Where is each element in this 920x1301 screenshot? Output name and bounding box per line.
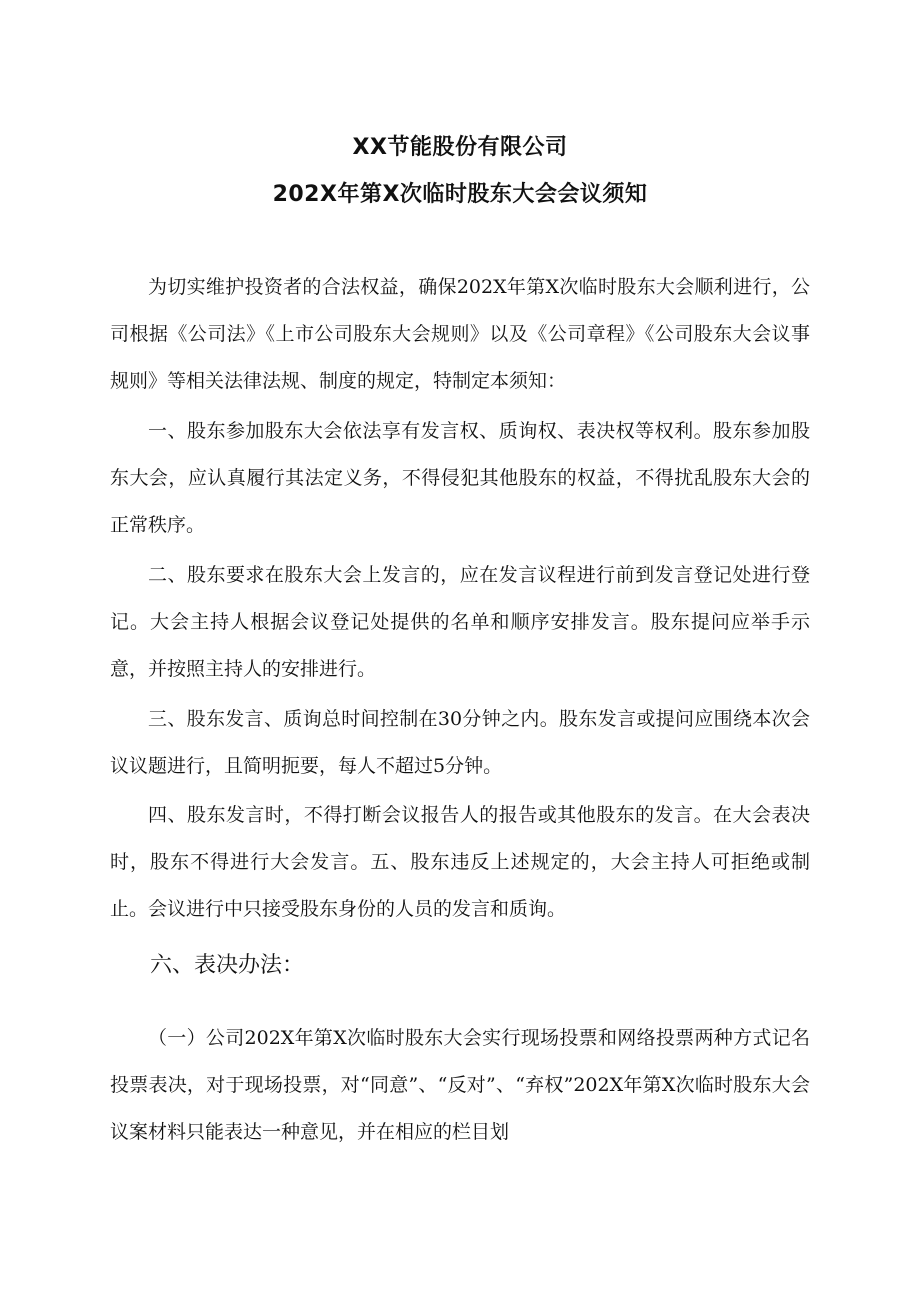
meeting-title: 202X年第X次临时股东大会会议须知 [272,182,648,207]
paragraph-item-4-5 [110,792,810,933]
paragraph-item-1 [110,408,810,549]
paragraph-intro [110,264,810,405]
company-title: XX节能股份有限公司 [352,135,568,160]
paragraph-item-1-text: 一、股东参加股东大会依法享有发言权、质询权、表决权等权利。股东参加股东大会，应认真履行其法定义务，不得侵犯其他股东的权益，不得扰乱股东大会的正常秩序。 [110,420,810,536]
section-heading-voting: 六、表决办法： [150,953,305,978]
paragraph-item-6-sub-1 [110,1015,810,1156]
paragraph-item-2-text: 二、股东要求在股东大会上发言的，应在发言议程进行前到发言登记处进行登记。大会主持人根据会议登记处提供的名单和顺序安排发言。股东提问应举手示意，并按照主持人的安排进行。 [110,564,810,680]
paragraph-item-6-sub-1-text: （一）公司202X年第X次临时股东大会实行现场投票和网络投票两种方式记名投票表决，对于现场投票，对“同意”、“反对”、“弃权”202X年第X次临时股东大会议案材料只能表达一种意见，并在相应的栏目划 [110,1027,810,1143]
paragraph-intro-text: 为切实维护投资者的合法权益，确保202X年第X次临时股东大会顺利进行，公司根据《公司法》《上市公司股东大会规则》以及《公司章程》《公司股东大会议事规则》等相关法律法规、制度的规定，特制定本须知： [110,276,810,392]
paragraph-item-3 [110,696,810,790]
paragraph-item-2 [110,552,810,693]
paragraph-item-3-text: 三、股东发言、质询总时间控制在30分钟之内。股东发言或提问应围绕本次会议议题进行，且简明扼要，每人不超过5分钟。 [110,708,810,777]
paragraph-item-4-5-text: 四、股东发言时，不得打断会议报告人的报告或其他股东的发言。在大会表决时，股东不得进行大会发言。五、股东违反上述规定的，大会主持人可拒绝或制止。会议进行中只接受股东身份的人员的发言和质询。 [110,804,810,920]
